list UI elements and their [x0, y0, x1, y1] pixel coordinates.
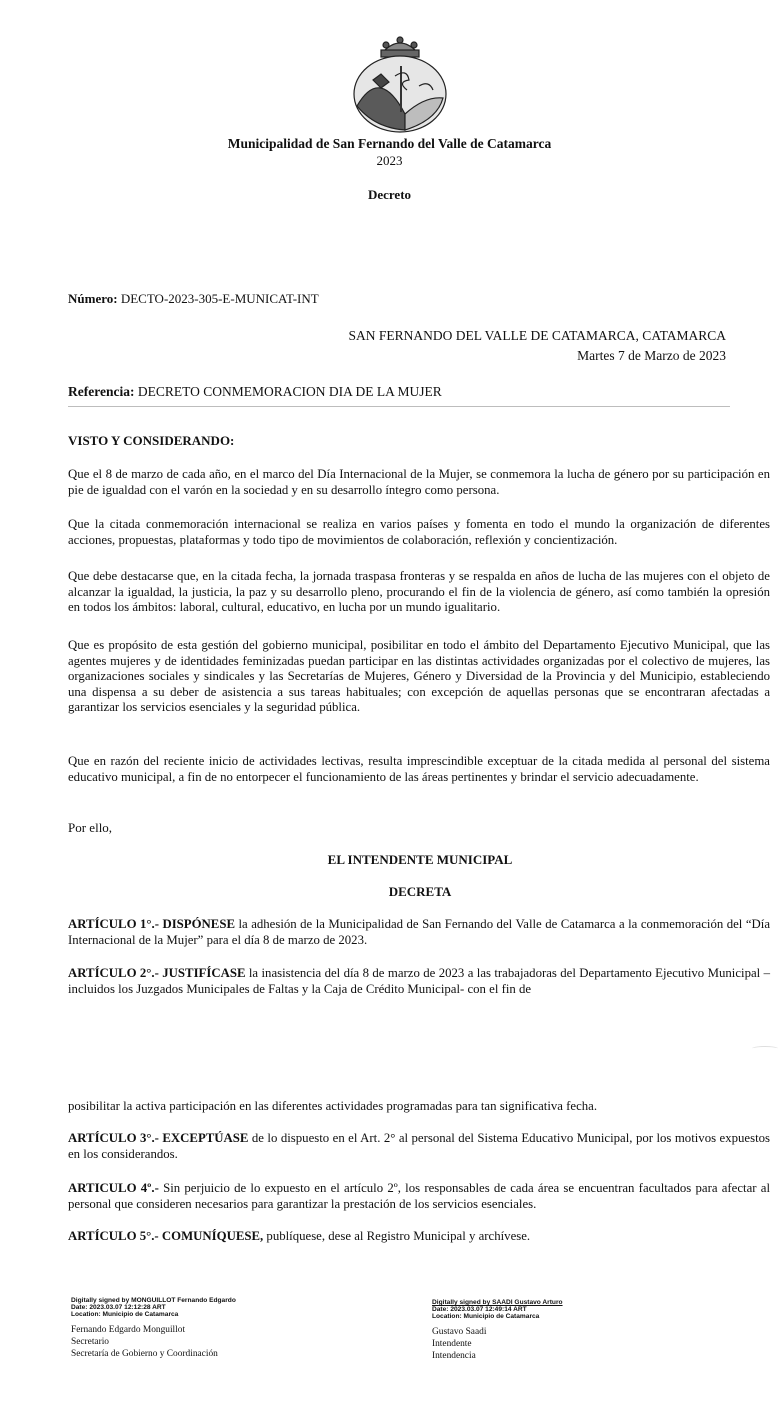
article-3-text: de lo dispuesto en el Art. 2° al personal del Sistema Educativo Municipal, por los motivos expuestos en los considerandos.	[68, 1131, 770, 1161]
reference-value: DECRETO CONMEMORACION DIA DE LA MUJER	[137, 384, 442, 399]
signer-office: Secretaría de Gobierno y Coordinación	[71, 1349, 218, 1359]
signature-date: Date: 2023.03.07 12:49:14 ART	[432, 1306, 527, 1313]
considerando-paragraph: Que es propósito de esta gestión del gobierno municipal, posibilitar en todo el ámbito del Departamento Ejecutivo Municipal, que las agentes mujeres y de identidades feminizadas puedan participar en las distintas actividades organizadas por el colectivo de mujeres, las organizaciones sociales y sindicales y las Secretarías de Mujeres, Género y Diversidad de la Provincia y del Municipio, estableciendo una dispensa a su deber de asistencia a sus tareas habituales; con excepción de aquellas personas que se encontraran afectadas a garantizar los servicios esenciales y la seguridad pública.	[68, 638, 770, 715]
reference-divider	[68, 406, 730, 407]
signature-signed-by: Digitally signed by SAADI Gustavo Arturo	[432, 1299, 563, 1306]
signature-location: Location: Municipio de Catamarca	[432, 1313, 540, 1320]
article-2-head: ARTÍCULO 2°.- JUSTIFÍCASE	[68, 966, 246, 980]
article-3	[68, 1131, 770, 1162]
page-break-mark	[752, 1046, 778, 1051]
considerando-paragraph: Que la citada conmemoración internacional se realiza en varios países y fomenta en todo el mundo la organización de diferentes acciones, propuestas, plataformas y todo tipo de movimientos de colaboración, reflexión y concientización.	[68, 517, 770, 547]
signer-name: Gustavo Saadi	[432, 1327, 487, 1337]
signer-name: Fernando Edgardo Monguillot	[71, 1325, 186, 1335]
considerando-paragraph: Que el 8 de marzo de cada año, en el marco del Día Internacional de la Mujer, se conmemora la lucha de género por su participación en pie de igualdad con el varón en la sociedad y en su desarrollo íntegro como persona.	[68, 467, 770, 497]
document-reference	[68, 384, 442, 400]
reference-label: Referencia:	[68, 384, 135, 399]
article-2	[68, 966, 770, 997]
document-number	[68, 291, 319, 307]
organization-name: Municipalidad de San Fernando del Valle de Catamarca	[227, 136, 552, 151]
document-date: Martes 7 de Marzo de 2023	[577, 348, 726, 363]
number-label: Número:	[68, 291, 118, 306]
document-type: Decreto	[367, 187, 412, 202]
considerando-paragraph: Que en razón del reciente inicio de actividades lectivas, resulta imprescindible exceptuar de la citada medida al personal del sistema educativo municipal, a fin de no entorpecer el funcionamiento de las áreas pertinentes y brindar el servicio adecuadamente.	[68, 754, 770, 784]
article-1-text: la adhesión de la Municipalidad de San Fernando del Valle de Catamarca a la conmemoración del “Día Internacional de la Mujer” para el día 8 de marzo de 2023.	[68, 917, 770, 947]
article-3-head: ARTÍCULO 3°.- EXCEPTÚASE	[68, 1131, 249, 1145]
signer-role: Intendente	[432, 1339, 472, 1349]
article-1-head: ARTÍCULO 1°.- DISPÓNESE	[68, 917, 235, 931]
document-year: 2023	[376, 153, 403, 168]
article-1	[68, 917, 770, 948]
visto-heading: VISTO Y CONSIDERANDO:	[68, 433, 235, 448]
decreta-heading: DECRETA	[388, 884, 452, 899]
article-5	[68, 1229, 770, 1245]
signer-office: Intendencia	[432, 1351, 476, 1361]
intendente-heading: EL INTENDENTE MUNICIPAL	[327, 852, 513, 867]
signature-location: Location: Municipio de Catamarca	[71, 1311, 179, 1318]
signature-block-secretario	[71, 1297, 331, 1360]
considerando-paragraph: Que debe destacarse que, en la citada fecha, la jornada traspasa fronteras y se respalda en años de lucha de las mujeres con el objeto de alcanzar la igualdad, la justicia, la paz y su desarrollo pleno, procurando el fin de la violencia de género, así como también la opresión en todos los ámbitos: laboral, cultural, educativo, en lucha por un mundo igualitario.	[68, 569, 770, 615]
article-4-head: ARTICULO 4º.-	[68, 1181, 159, 1195]
number-value: DECTO-2023-305-E-MUNICAT-INT	[120, 291, 319, 306]
signature-block-intendente	[432, 1299, 692, 1362]
article-4	[68, 1181, 770, 1212]
article-5-head: ARTÍCULO 5°.- COMUNÍQUESE,	[68, 1229, 264, 1243]
signature-signed-by: Digitally signed by MONGUILLOT Fernando Edgardo	[71, 1297, 236, 1304]
article-2-continuation: posibilitar la activa participación en las diferentes actividades programadas para tan significativa fecha.	[68, 1099, 598, 1113]
signature-date: Date: 2023.03.07 12:12:28 ART	[71, 1304, 166, 1311]
article-4-text: Sin perjuicio de lo expuesto en el artículo 2º, los responsables de cada área se encuentran facultados para afectar al personal que consideren necesarios para garantizar la prestación de los servicios esenciales.	[68, 1181, 771, 1211]
por-ello-text: Por ello,	[68, 820, 113, 835]
signer-role: Secretario	[71, 1337, 109, 1347]
article-5-text: publíquese, dese al Registro Municipal y archívese.	[263, 1229, 531, 1243]
municipal-seal-logo	[345, 36, 455, 136]
document-place: SAN FERNANDO DEL VALLE DE CATAMARCA, CATAMARCA	[348, 328, 726, 343]
article-2-text: la inasistencia del día 8 de marzo de 2023 a las trabajadoras del Departamento Ejecutivo Municipal –incluidos los Juzgados Municipales de Faltas y la Caja de Crédito Municipal- con el fin de	[68, 966, 770, 996]
